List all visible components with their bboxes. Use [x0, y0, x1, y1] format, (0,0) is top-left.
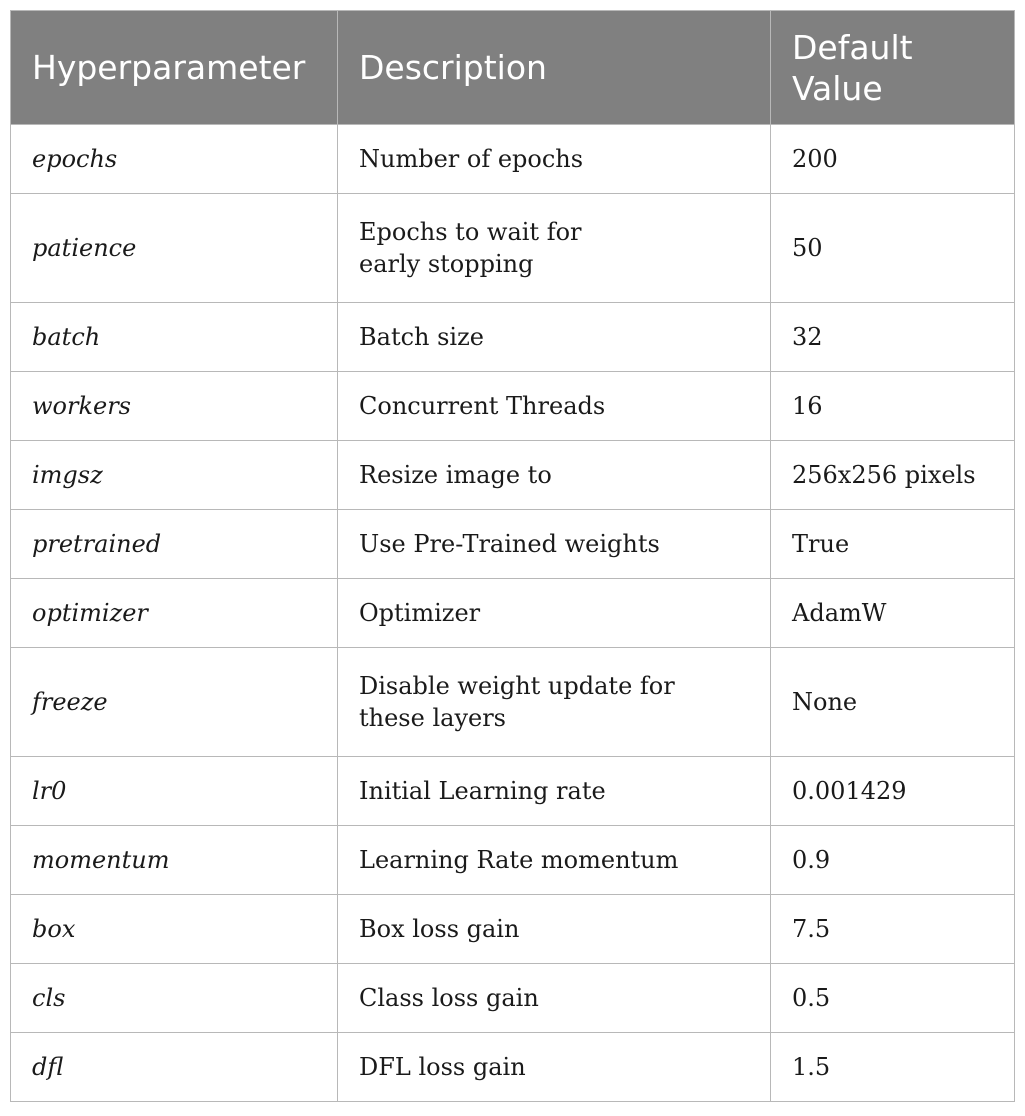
param-default: 16 [771, 372, 1015, 441]
description-line: Disable weight update for [359, 672, 675, 700]
header-hyperparameter: Hyperparameter [11, 11, 338, 125]
param-default: 50 [771, 194, 1015, 303]
param-default: 0.001429 [771, 757, 1015, 826]
param-description: Resize image to [338, 441, 771, 510]
param-default: 1.5 [771, 1033, 1015, 1102]
param-description: Concurrent Threads [338, 372, 771, 441]
param-name: imgsz [11, 441, 338, 510]
header-row [11, 11, 1015, 125]
table-row [11, 895, 1015, 964]
param-name: optimizer [11, 579, 338, 648]
param-default: 200 [771, 125, 1015, 194]
table-row [11, 510, 1015, 579]
param-default: 256x256 pixels [771, 441, 1015, 510]
table-row [11, 372, 1015, 441]
param-name: lr0 [11, 757, 338, 826]
param-name: patience [11, 194, 338, 303]
header-description: Description [338, 11, 771, 125]
table-row [11, 757, 1015, 826]
param-name: epochs [11, 125, 338, 194]
param-name: freeze [11, 648, 338, 757]
table-row [11, 964, 1015, 1033]
table-row [11, 1033, 1015, 1102]
param-name: batch [11, 303, 338, 372]
hyperparameter-table [10, 10, 1015, 1102]
param-description: Learning Rate momentum [338, 826, 771, 895]
param-description [338, 194, 771, 303]
table-row [11, 826, 1015, 895]
table-row [11, 648, 1015, 757]
param-description [338, 648, 771, 757]
param-description: DFL loss gain [338, 1033, 771, 1102]
param-name: pretrained [11, 510, 338, 579]
table-body [11, 125, 1015, 1102]
table-row [11, 194, 1015, 303]
param-description: Optimizer [338, 579, 771, 648]
table-row [11, 441, 1015, 510]
param-description: Initial Learning rate [338, 757, 771, 826]
param-description: Use Pre-Trained weights [338, 510, 771, 579]
param-default: AdamW [771, 579, 1015, 648]
table-row [11, 579, 1015, 648]
param-description: Batch size [338, 303, 771, 372]
param-default: 32 [771, 303, 1015, 372]
table-row [11, 303, 1015, 372]
param-default: True [771, 510, 1015, 579]
param-name: momentum [11, 826, 338, 895]
param-name: dfl [11, 1033, 338, 1102]
hyperparameter-table-container [10, 10, 1014, 1102]
header-default-value [771, 11, 1015, 125]
header-default-line1: Default [792, 27, 913, 67]
description-line: Epochs to wait for [359, 218, 582, 246]
description-line: these layers [359, 704, 506, 732]
header-default-line2: Value [792, 68, 883, 108]
param-description: Box loss gain [338, 895, 771, 964]
description-line: early stopping [359, 250, 534, 278]
param-description: Number of epochs [338, 125, 771, 194]
param-name: cls [11, 964, 338, 1033]
param-default: None [771, 648, 1015, 757]
param-name: workers [11, 372, 338, 441]
param-description: Class loss gain [338, 964, 771, 1033]
param-default: 7.5 [771, 895, 1015, 964]
param-name: box [11, 895, 338, 964]
table-row [11, 125, 1015, 194]
param-default: 0.5 [771, 964, 1015, 1033]
param-default: 0.9 [771, 826, 1015, 895]
